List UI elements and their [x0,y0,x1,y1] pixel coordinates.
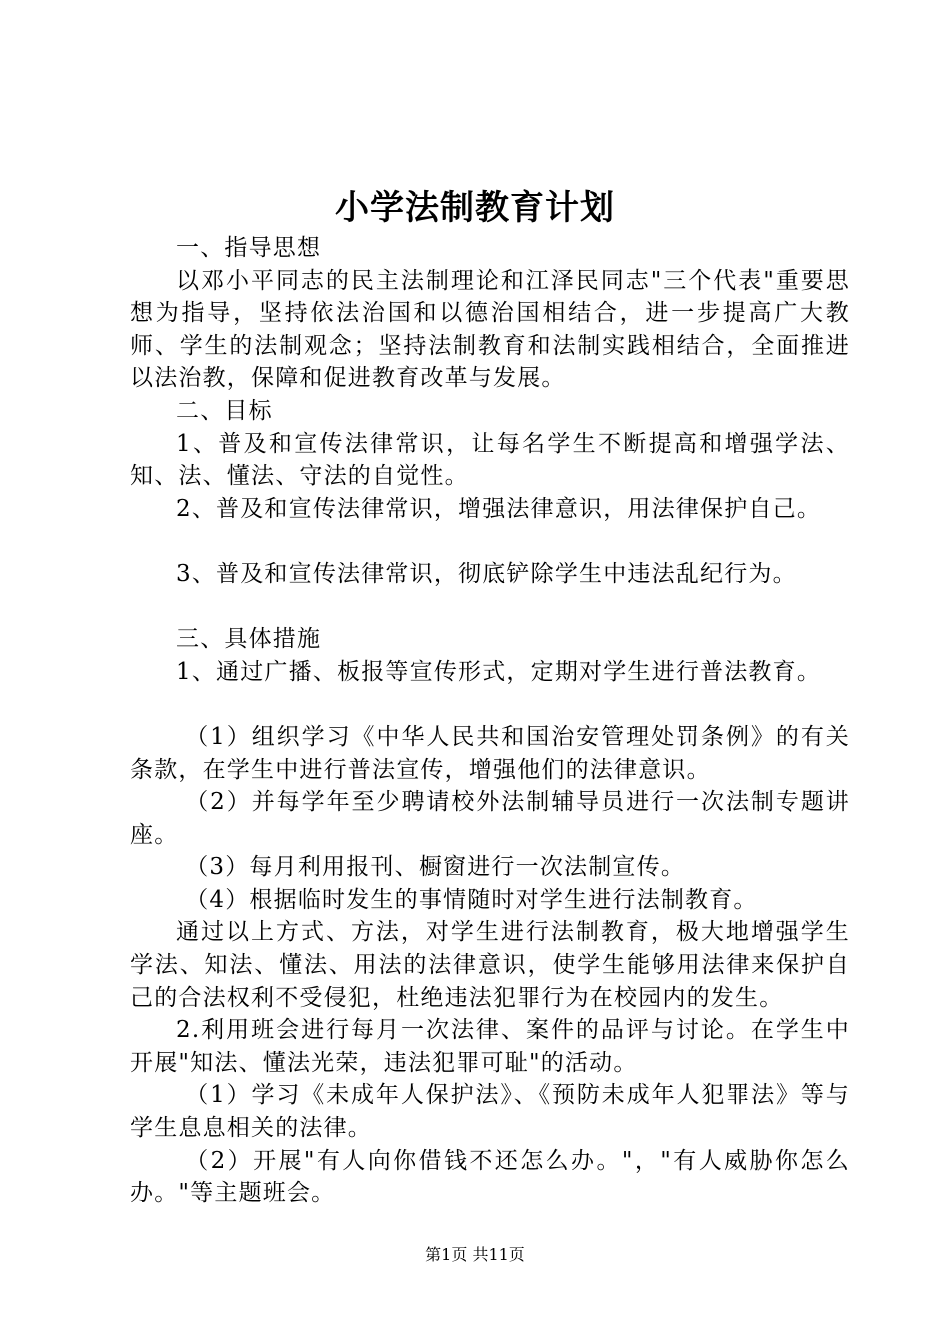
measure-1-sub-2: （2）并每学年至少聘请校外法制辅导员进行一次法制专题讲座。 [130,789,850,848]
measure-item-1: 1、通过广播、板报等宣传形式，定期对学生进行普法教育。 [176,658,822,685]
section-heading-goals: 二、目标 [176,397,273,424]
measure-1-sub-4: （4）根据临时发生的事情随时对学生进行法制教育。 [185,886,758,913]
measure-item-2: 2.利用班会进行每月一次法律、案件的品评与讨论。在学生中开展"知法、懂法光荣，违法犯罪可耻"的活动。 [130,1017,850,1076]
section-heading-guiding-ideology: 一、指导思想 [176,235,322,261]
measure-2-sub-2: （2）开展"有人向你借钱不还怎么办。"，"有人威胁你怎么办。"等主题班会。 [130,1147,850,1207]
measure-1-sub-3: （3）每月利用报刊、橱窗进行一次法制宣传。 [185,854,686,881]
paragraph-guiding-ideology: 以邓小平同志的民主法制理论和江泽民同志"三个代表"重要思想为指导，坚持依法治国和以德治国相结合，进一步提高广大教师、学生的法制观念；坚持法制教育和法制实践相结合，全面推进以法治教，保障和促进教育改革与发展。 [130,267,850,392]
goal-item-2: 2、普及和宣传法律常识，增强法律意识，用法律保护自己。 [176,495,822,522]
measure-2-sub-1: （1）学习《未成年人保护法》、《预防未成年人犯罪法》等与学生息息相关的法律。 [130,1082,850,1142]
section-heading-measures: 三、具体措施 [176,626,322,653]
goal-item-3: 3、普及和宣传法律常识，彻底铲除学生中违法乱纪行为。 [176,560,797,587]
document-title: 小学法制教育计划 [335,188,615,228]
page-number-footer: 第1页 共11页 [425,1245,525,1264]
goal-item-1: 1、普及和宣传法律常识，让每名学生不断提高和增强学法、知、法、懂法、守法的自觉性。 [130,430,850,490]
document-body [130,232,850,1210]
measure-1-sub-1: （1）组织学习《中华人民共和国治安管理处罚条例》的有关条款，在学生中进行普法宣传，增强他们的法律意识。 [130,723,850,783]
paragraph-summary: 通过以上方式、方法，对学生进行法制教育，极大地增强学生学法、知法、懂法、用法的法律意识，使学生能够用法律来保护自己的合法权利不受侵犯，杜绝违法犯罪行为在校园内的发生。 [130,919,850,1011]
